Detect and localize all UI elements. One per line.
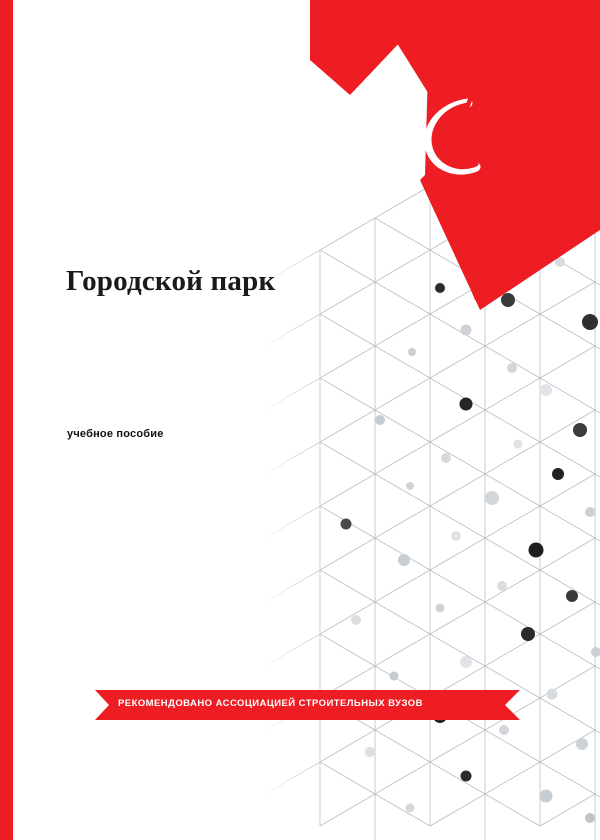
page-title: Городской парк [66, 265, 276, 297]
page-subtitle: учебное пособие [67, 428, 164, 440]
left-red-bar [0, 0, 13, 840]
asv-logo [410, 85, 530, 185]
recommendation-ribbon-label: РЕКОМЕНДОВАНО АССОЦИАЦИЕЙ СТРОИТЕЛЬНЫХ ВУЗОВ [118, 698, 423, 709]
